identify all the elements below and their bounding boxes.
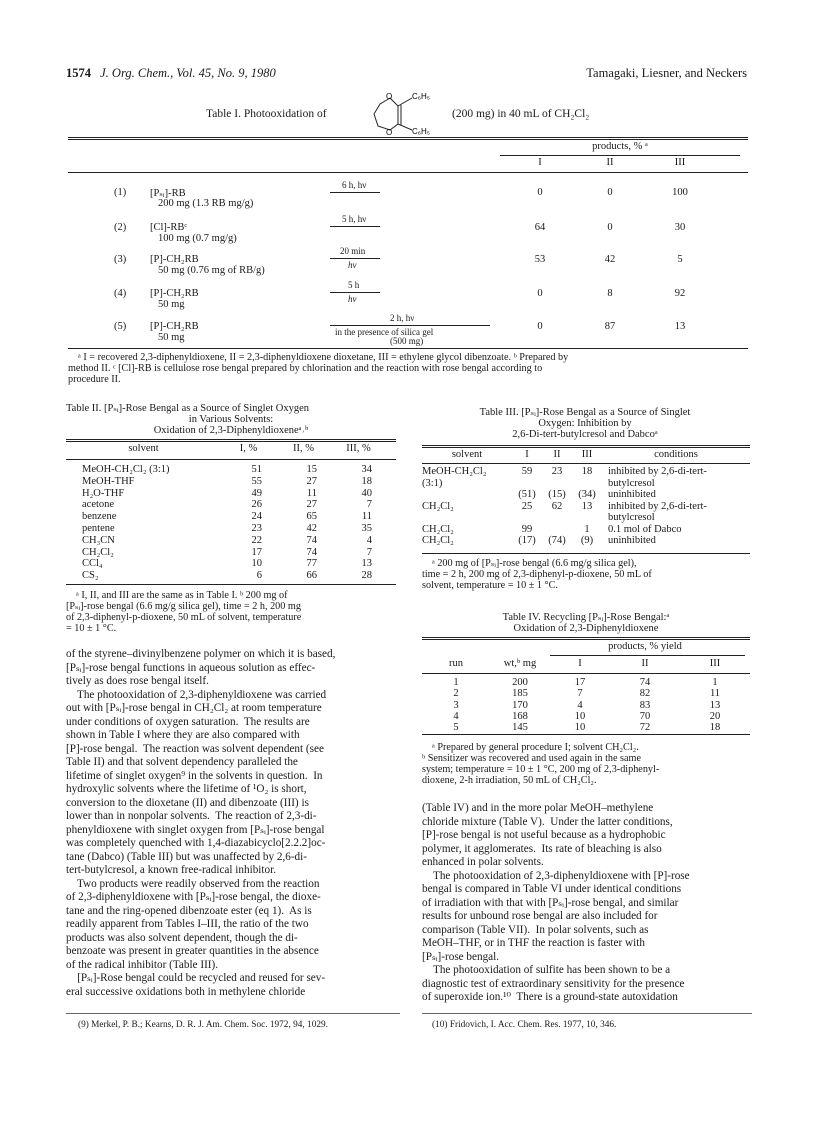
text-line: shown in Table I where they are also compared with: [66, 729, 300, 741]
table-cell: 1: [453, 677, 459, 688]
table2: [66, 443, 396, 462]
table-cell: [542, 512, 572, 524]
text-line: [Pₛᵢ]-Rose bengal could be recycled and reused for sev-: [66, 972, 326, 984]
table2-title: Table II. [Pₛᵢ]-Rose Bengal as a Source of Singlet Oxygen in Various Solvents: Oxidation of 2,3-Diphenyldioxeneᵃ˒ᵇ: [66, 403, 310, 436]
table-cell: (74): [548, 535, 566, 546]
table-cell: [542, 478, 572, 490]
oxygen-label-top: O: [386, 92, 393, 101]
journal-citation: J. Org. Chem., Vol. 45, No. 9, 1980: [100, 66, 276, 80]
table-cell: (51): [518, 489, 536, 500]
table2-header-row: solvent I, % II, % III, %: [128, 443, 371, 454]
table-cell: 4: [577, 699, 583, 711]
table1-top-rule-2: [68, 139, 748, 140]
table-cell: 4: [453, 710, 459, 722]
table-cell: 34: [361, 464, 372, 475]
table-cell: 51: [251, 464, 262, 475]
text-line: tert-butylcresol, a known free-radical inhibitor.: [66, 864, 276, 876]
text-line: The photooxidation of 2,3-diphenyldioxene with [P]-rose: [422, 869, 690, 882]
table-cell: CH₂Cl₂: [422, 523, 454, 535]
table-cell: 77: [306, 558, 317, 570]
table-cell: CCl₄: [82, 558, 103, 570]
table-row: [66, 523, 396, 535]
table-cell: 11: [306, 487, 317, 499]
reference-9: (9) Merkel, P. B.; Kearns, D. R. J. Am. Chem. Soc. 1972, 94, 1029.: [78, 1020, 328, 1030]
table-cell: 65: [306, 511, 317, 523]
table-cell: 18: [709, 722, 721, 734]
dioxene-structure: [368, 88, 444, 138]
running-header-left: [66, 66, 276, 81]
table1-bottom-rule: [68, 348, 748, 349]
table-cell: 170: [512, 699, 528, 711]
table-row: [422, 478, 750, 490]
phenyl-label-top: C₆H₅: [412, 92, 431, 101]
table-cell: 27: [306, 499, 317, 511]
table-row: [66, 511, 396, 523]
table-cell: [422, 489, 512, 501]
table-cell: 24: [251, 511, 262, 523]
text-line: out with [Pₛᵢ]-rose bengal in CH₂Cl₂ at room temperature: [66, 702, 322, 714]
table1-col-III: III: [674, 157, 686, 168]
table-row: [422, 535, 750, 547]
table-cell: 27: [306, 475, 317, 487]
table-cell: inhibited by 2,6-di-tert-: [608, 500, 707, 512]
text-line: of irradiation with that with [Pₛᵢ]-rose bengal, and similar: [422, 896, 679, 909]
page-number: 1574: [66, 66, 91, 80]
text-line: benzoate was present in greater quantities in the absence: [66, 945, 319, 957]
table-cell: (15): [548, 489, 566, 500]
text-line: conversion to the dioxetane (II) and dibenzoate (III) is: [66, 796, 309, 809]
table-cell: 18: [581, 466, 593, 477]
table-cell: 23: [551, 466, 563, 477]
table-row: [422, 722, 750, 733]
table-cell: 40: [361, 487, 372, 499]
table-cell: 18: [361, 475, 372, 487]
table-cell: 11: [709, 688, 721, 700]
table-cell: 7: [366, 499, 372, 511]
text-line: tane and the ring-opened dibenzoate ester (eq 1). As is: [66, 904, 312, 917]
table-cell: 99: [521, 523, 533, 535]
table-cell: 82: [639, 688, 651, 700]
table-cell: 72: [639, 722, 651, 734]
table-cell: [572, 512, 602, 524]
table-cell: 145: [512, 722, 528, 734]
table2-body: [66, 459, 396, 462]
table-cell: acetone: [82, 499, 115, 511]
table-cell: 66: [306, 570, 317, 582]
table-cell: 22: [251, 534, 262, 546]
table-cell: 15: [306, 464, 317, 475]
table-cell: 6: [256, 570, 262, 582]
table-row: [422, 501, 750, 513]
table-cell: butylcresol: [608, 477, 655, 489]
table-cell: 2: [453, 688, 459, 700]
table-cell: 7: [366, 546, 372, 558]
table-cell: 59: [521, 466, 533, 477]
text-line: [P]-rose bengal is not useful because as a hydrophobic: [422, 829, 666, 841]
table-cell: 74: [306, 534, 317, 546]
text-line: tane (Dabco) (Table III) but was unaffected by 2,6-di-: [66, 850, 307, 863]
text-line: [Pₛᵢ]-rose bengal functions in aqueous solution as effec-: [66, 661, 316, 674]
oxygen-label-bottom: O: [386, 128, 393, 137]
text-line: The photooxidation of 2,3-diphenyldioxene was carried: [66, 688, 327, 701]
table-row: [422, 677, 750, 688]
table-cell: pentene: [82, 522, 115, 534]
text-line: [P]-rose bengal. The reaction was solvent dependent (see: [66, 742, 324, 755]
text-line: was completely quenched with 1,4-diazabicyclo[2.2.2]oc-: [66, 837, 326, 849]
text-line: comparison (Table VII). In polar solvents, such as: [422, 923, 649, 936]
table-cell: 26: [251, 499, 262, 511]
text-line: phenyldioxene with singlet oxygen from [Pₛᵢ]-rose bengal: [66, 823, 325, 836]
table-row: [66, 476, 396, 488]
table-cell: 200: [512, 677, 528, 688]
table1-products-header: products, % ᵃ: [592, 141, 648, 152]
text-line: eral successive oxidations both in methylene chloride: [66, 985, 306, 998]
text-line: under conditions of oxygen saturation. The results are: [66, 715, 310, 728]
table2-footnote: ᵃ I, II, and III are the same as in Table I. ᵇ 200 mg of [Pₛᵢ]-rose bengal (6.6 mg/g silica gel), time = 2 h, 200 mg of 2,3-diphenyl-p-dioxene, 50 mL of solvent, temperature = 10 ± 1 °C.: [66, 590, 302, 634]
table-cell: CH₃CN: [82, 534, 115, 546]
text-line: diagnostic test of extraordinary sensitivity for the presence: [422, 977, 685, 990]
table4-header-row: run wt,ᵇ mg I II III: [449, 658, 721, 669]
table1-header-rule: [68, 172, 748, 173]
text-line: of superoxide ion.¹⁰ There is a ground-state autoxidation: [422, 991, 678, 1003]
table-cell: 10: [574, 722, 586, 734]
table-cell: [422, 512, 512, 524]
table-cell: (34): [578, 489, 596, 500]
table-cell: inhibited by 2,6-di-tert-: [608, 466, 707, 477]
text-line: [Pₛᵢ]-rose bengal.: [422, 950, 500, 963]
table-cell: CH₂Cl₂: [422, 535, 454, 546]
text-line: chloride mixture (Table V). Under the latter conditions,: [422, 815, 673, 828]
body-text-right-column: [422, 802, 752, 1005]
table-cell: 28: [361, 570, 372, 582]
table-cell: 70: [639, 710, 651, 722]
table1-caption: [206, 108, 327, 120]
table-cell: [512, 512, 542, 524]
table-cell: H₂O-THF: [82, 487, 125, 499]
text-line: products was also solvent dependent, though the di-: [66, 931, 298, 944]
table-cell: butylcresol: [608, 512, 655, 523]
table-cell: 42: [306, 522, 317, 534]
table-cell: 13: [581, 500, 593, 512]
table1-products-rule: [500, 155, 740, 156]
table-cell: 1: [712, 677, 718, 688]
table-row: [422, 524, 750, 536]
table-cell: MeOH-CH₂Cl₂ (3:1): [82, 464, 170, 475]
table1-footnote: ᵃ I = recovered 2,3-diphenyldioxene, II = 2,3-diphenyldioxene dioxetane, III = ethylene glycol dibenzoate. ᵇ Prepared by method II. ᶜ [Cl]-RB is cellulose rose bengal prepared by chlorination and the reaction with rose bengal according to procedure II.: [68, 352, 569, 385]
table-cell: benzene: [82, 511, 117, 523]
table-row: [66, 558, 396, 570]
table-row: [66, 570, 396, 582]
table-cell: [542, 524, 572, 536]
table-cell: 74: [306, 546, 317, 558]
text-line: enhanced in polar solvents.: [422, 856, 544, 868]
table-cell: 10: [251, 558, 262, 570]
table-cell: 25: [521, 500, 533, 512]
table-row: [422, 489, 750, 501]
table-cell: 7: [577, 688, 583, 700]
table4-title: Table IV. Recycling [Pₛᵢ]-Rose Bengal:ᵃ Oxidation of 2,3-Diphenyldioxene: [502, 612, 670, 634]
table-cell: CS₂: [82, 570, 99, 582]
table-row: [66, 488, 396, 500]
table-cell: 13: [709, 699, 721, 711]
text-line: Table II) and that solvent dependency paralleled the: [66, 756, 298, 768]
table-row: [66, 499, 396, 511]
table1-col-II: II: [606, 157, 614, 168]
text-line: of 2,3-diphenyldioxene with [Pₛᵢ]-rose bengal, the dioxe-: [66, 891, 321, 903]
table-cell: 0.1 mol of Dabco: [608, 523, 682, 535]
table-cell: 4: [366, 534, 372, 546]
table3-title: Table III. [Pₛᵢ]-Rose Bengal as a Source of Singlet Oxygen: Inhibition by 2,6-Di-tert-butylcresol and Dabcoᵃ: [479, 407, 691, 440]
table-cell: 168: [512, 710, 528, 722]
table-cell: MeOH-CH₂Cl₂: [422, 466, 487, 477]
table3-rows: [422, 466, 750, 547]
table-row: [66, 535, 396, 547]
table-cell: (3:1): [422, 477, 443, 489]
table-cell: 49: [251, 487, 262, 499]
table-cell: 1: [584, 523, 590, 535]
table-row: [422, 688, 750, 699]
table4-group-header: products, % yield: [608, 641, 682, 652]
table-cell: 11: [361, 511, 372, 523]
text-line: readily apparent from Tables I–III, the ratio of the two: [66, 918, 309, 930]
table-row: [66, 464, 396, 476]
table2-rows: [66, 464, 396, 582]
text-line: of the styrene–divinylbenzene polymer on which it is based,: [66, 648, 336, 660]
text-line: results for unbound rose bengal are also included for: [422, 910, 658, 922]
table-row: [422, 700, 750, 711]
table-cell: 3: [453, 699, 459, 711]
text-line: polymer, it agglomerates. Its rate of bleaching is also: [422, 842, 662, 855]
table-cell: 17: [251, 546, 262, 558]
authors: Tamagaki, Liesner, and Neckers: [586, 66, 747, 80]
table1-top-rule: [68, 137, 748, 138]
table-cell: 23: [251, 522, 262, 534]
table-row: [422, 711, 750, 722]
table-cell: CH₂Cl₂: [82, 546, 114, 558]
table-cell: 10: [574, 710, 586, 722]
table-cell: [572, 478, 602, 490]
table-cell: 62: [551, 500, 563, 512]
table-cell: uninhibited: [608, 489, 656, 500]
text-line: Two products were readily observed from the reaction: [66, 877, 320, 890]
table-cell: 185: [512, 688, 528, 700]
body-text-left-column: [66, 648, 400, 999]
table-cell: (9): [580, 535, 594, 546]
table-cell: [512, 478, 542, 490]
phenyl-label-bottom: C₆H₅: [412, 127, 431, 136]
table-cell: 83: [639, 699, 651, 711]
table4-footnote: ᵃ Prepared by general procedure I; solvent CH₂Cl₂. ᵇ Sensitizer was recovered and used again in the same system; temperature = 10 ± 1 °C, 200 mg of 2,3-diphenyl- dioxene, 2-h irradiation, 50 mL of CH₂Cl₂.: [422, 742, 660, 786]
text-line: bengal is compared in Table VI under identical conditions: [422, 883, 682, 895]
table-row: [422, 512, 750, 524]
table3-header-row: solvent I II III conditions: [451, 449, 698, 460]
text-line: tively as does rose bengal itself.: [66, 675, 209, 687]
text-line: The photooxidation of sulfite has been shown to be a: [422, 964, 671, 976]
table3-footnote: ᵃ 200 mg of [Pₛᵢ]-rose bengal (6.6 mg/g silica gel), time = 2 h, 200 mg of 2,3-diphenyl-p-dioxene, 50 mL of solvent, temperature = 10 ± 1 °C.: [422, 558, 652, 591]
table-row: [66, 547, 396, 559]
table-row: [422, 466, 750, 478]
table1-caption-pre: Table I. Photooxidation of: [206, 108, 327, 120]
table-cell: 74: [639, 677, 651, 688]
table-cell: 5: [453, 722, 459, 734]
table4-rows: [422, 677, 750, 733]
table1-caption-post: (200 mg) in 40 mL of CH₂Cl₂: [452, 108, 590, 120]
reference-10: (10) Fridovich, I. Acc. Chem. Res. 1977, 10, 346.: [432, 1020, 617, 1030]
text-line: lifetime of singlet oxygen⁹ in the solvents in question. In: [66, 769, 323, 782]
table-cell: 35: [361, 522, 372, 534]
text-line: lower than in nonpolar solvents. The reaction of 2,3-di-: [66, 810, 317, 822]
table-cell: 55: [251, 475, 262, 487]
table-cell: CH₂Cl₂: [422, 500, 454, 512]
table-cell: 13: [361, 558, 372, 570]
table-cell: uninhibited: [608, 535, 656, 546]
text-line: hydroxylic solvents where the lifetime of ¹O₂ is short,: [66, 783, 307, 795]
table-cell: (17): [518, 535, 536, 546]
text-line: of the radical inhibitor (Table III).: [66, 958, 219, 971]
table-cell: 17: [574, 677, 586, 688]
text-line: (Table IV) and in the more polar MeOH–methylene: [422, 802, 654, 814]
table1-col-I: I: [538, 157, 542, 168]
table-cell: 20: [709, 710, 721, 722]
text-line: MeOH–THF, or in THF the reaction is faster with: [422, 937, 645, 949]
table-cell: MeOH-THF: [82, 475, 135, 487]
